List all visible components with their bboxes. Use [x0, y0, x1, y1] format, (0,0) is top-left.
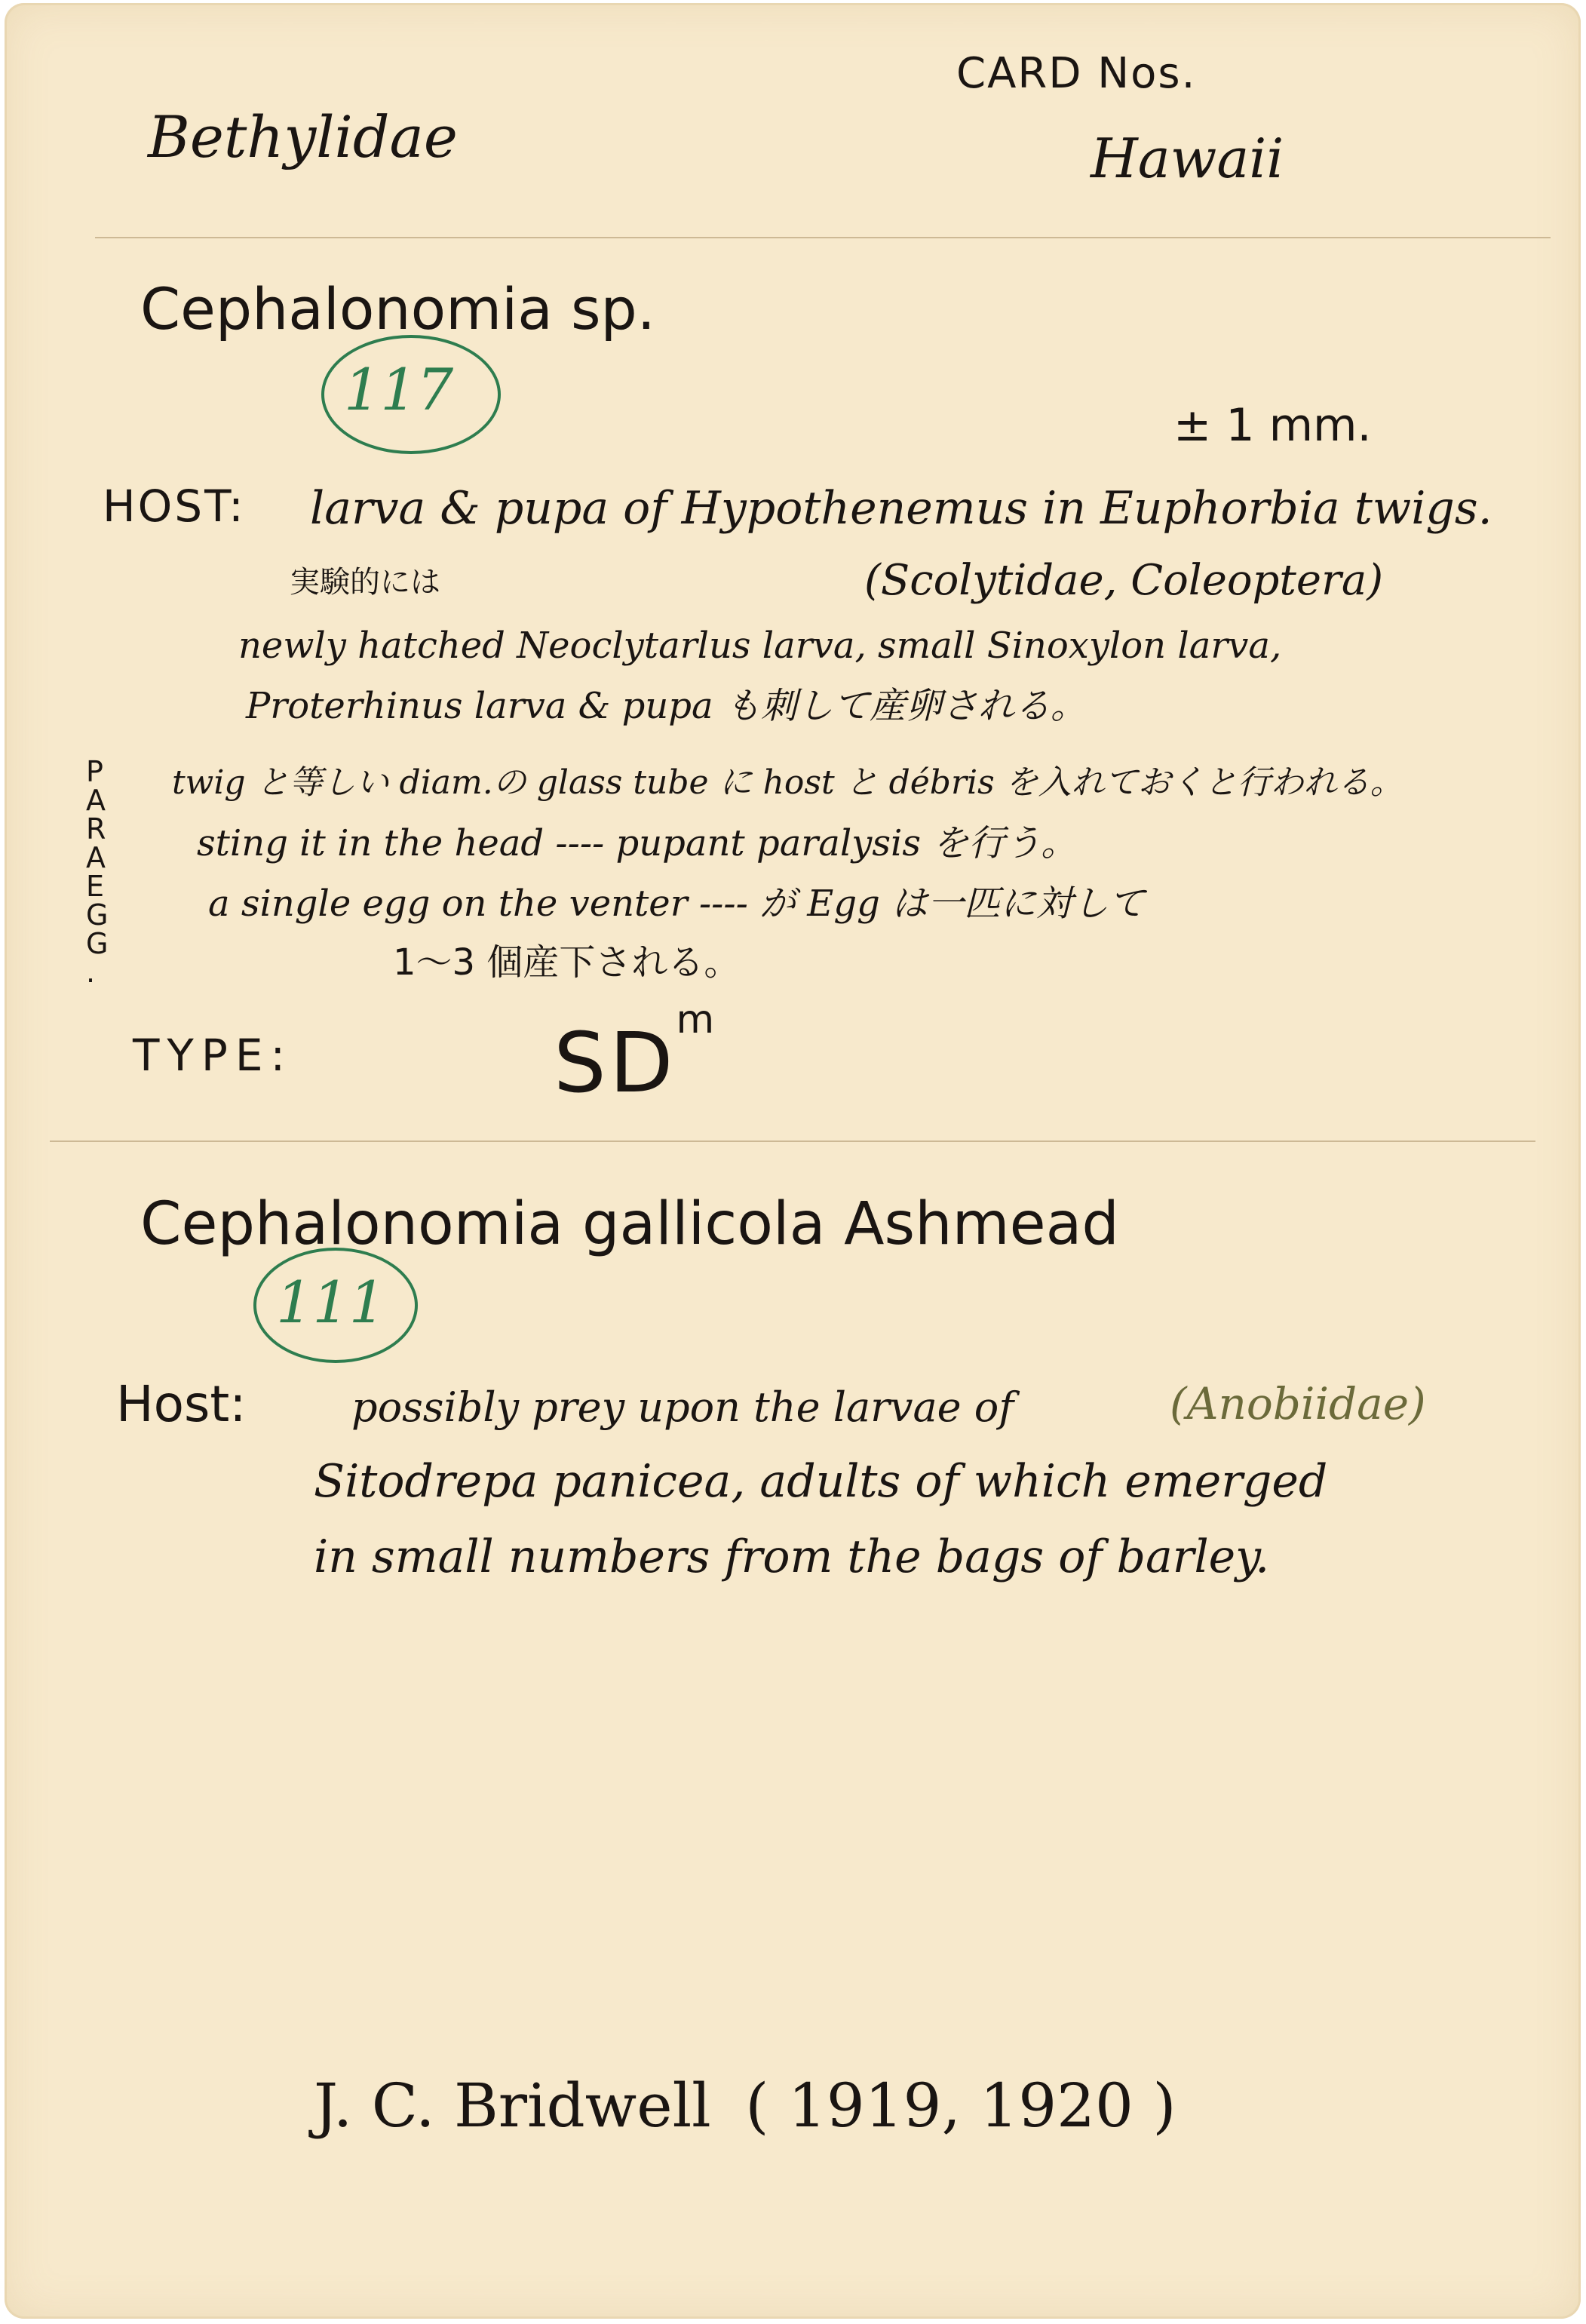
type-value [554, 997, 718, 1111]
collection-years: ( 1919, 1920 ) [745, 2071, 1176, 2141]
family-name: Bethylidae [148, 103, 458, 170]
parasitism-line-2: sting it in the head ---- pupant paralysis を行う。 [197, 822, 1078, 864]
host-family-2: (Anobiidae) [1170, 1378, 1426, 1429]
header-divider [95, 237, 1551, 238]
host-line-2b: Sitodrepa panicea, adults of which emerged [314, 1455, 1328, 1508]
card-number-1: 117 [344, 356, 454, 423]
species-name-1: Cephalonomia sp. [140, 275, 655, 342]
parasitism-side-label: P A R A E G G . [86, 755, 109, 989]
host-label-2: Host: [116, 1375, 247, 1433]
host-label-1: HOST: [103, 480, 246, 532]
author-name: J. C. Bridwell [314, 2071, 711, 2141]
card-number-2: 111 [276, 1269, 386, 1336]
host-family-1: (Scolytidae, Coleoptera) [864, 556, 1384, 605]
type-label: TYPE: [133, 1030, 293, 1081]
card-nos-label: CARD Nos. [956, 49, 1197, 98]
entry-divider [50, 1141, 1535, 1142]
parasitism-line-4: 1～3 個産下される。 [393, 941, 741, 984]
type-superscript: m [676, 997, 718, 1042]
note-jp-1: 実験的には [290, 565, 440, 600]
host-line-1: larva & pupa of Hypothenemus in Euphorbia twigs. [310, 482, 1492, 535]
locality: Hawaii [1091, 127, 1284, 190]
type-value-text: SD [554, 1015, 676, 1111]
size-note: ± 1 mm. [1173, 399, 1372, 452]
index-card [5, 3, 1581, 2319]
host-line-2a: possibly prey upon the larvae of [351, 1383, 1014, 1431]
collector-signature [314, 2071, 1176, 2141]
species-name-2: Cephalonomia gallicola Ashmead [140, 1190, 1119, 1258]
parasitism-line-1: twig と等しい diam.の glass tube に host と débris を入れておくと行われる。 [172, 763, 1403, 802]
host-line-2: newly hatched Neoclytarlus larva, small Sinoxylon larva, [238, 625, 1282, 667]
host-line-2c: in small numbers from the bags of barley. [314, 1530, 1270, 1583]
host-line-3: Proterhinus larva & pupa も刺して産卵される。 [246, 685, 1087, 727]
parasitism-line-3: a single egg on the venter ---- が Egg は一匹に対して [208, 883, 1146, 925]
